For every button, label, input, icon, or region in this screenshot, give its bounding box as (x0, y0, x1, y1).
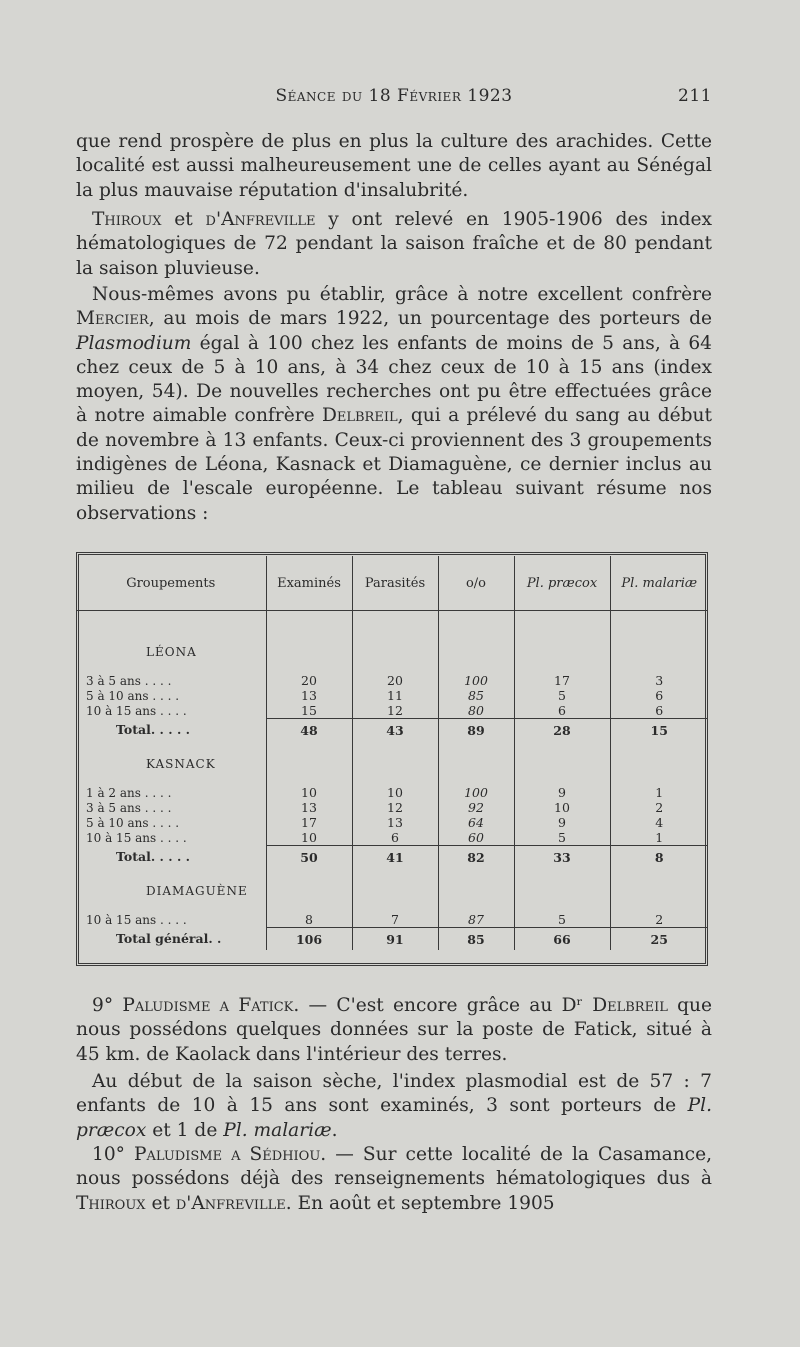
age-range-cell: 10 à 15 ans . . . . (76, 830, 266, 846)
value-cell: 13 (266, 800, 352, 815)
empty-cell (514, 771, 610, 785)
empty-cell (352, 611, 438, 660)
empty-cell (438, 611, 514, 660)
total-value: 106 (266, 928, 352, 951)
empty-cell (352, 659, 438, 673)
page-number: 211 (678, 86, 712, 106)
total-value: 41 (352, 846, 438, 869)
age-range-cell: 5 à 10 ans . . . . (76, 815, 266, 830)
age-range-cell: 5 à 10 ans . . . . (76, 688, 266, 703)
col-header: o/o (438, 556, 514, 611)
value-cell: 9 (514, 815, 610, 830)
group-name: KASNACK (76, 741, 266, 771)
col-header: Pl. malariæ (610, 556, 708, 611)
value-cell: 10 (352, 785, 438, 800)
term-pl-malariae: Pl. malariæ (223, 1119, 332, 1141)
value-cell: 87 (438, 912, 514, 928)
value-cell: 9 (514, 785, 610, 800)
paragraph-3 (76, 283, 712, 526)
table-row (76, 815, 708, 830)
total-value: 15 (610, 719, 708, 742)
spacer-row (76, 659, 708, 673)
term-plasmodium: Plasmodium (76, 332, 192, 354)
total-value: 33 (514, 846, 610, 869)
empty-cell (352, 771, 438, 785)
total-label: Total général. . (76, 928, 266, 951)
value-cell: 92 (438, 800, 514, 815)
total-value: 66 (514, 928, 610, 951)
p3-a: Nous-mêmes avons pu établir, grâce à notre excellent confrère (92, 284, 712, 305)
age-range-cell: 10 à 15 ans . . . . (76, 912, 266, 928)
empty-cell (352, 868, 438, 898)
empty-cell (352, 741, 438, 771)
col-header: Examinés (266, 556, 352, 611)
total-value: 82 (438, 846, 514, 869)
value-cell: 100 (438, 673, 514, 688)
paragraph-4 (76, 994, 712, 1067)
empty-cell (266, 771, 352, 785)
empty-cell (610, 898, 708, 912)
paragraph-5 (76, 1070, 712, 1143)
total-value: 50 (266, 846, 352, 869)
empty-cell (514, 659, 610, 673)
value-cell: 17 (514, 673, 610, 688)
empty-cell (514, 611, 610, 660)
p6-b: . En août et septembre 1905 (285, 1192, 555, 1214)
age-range-cell: 10 à 15 ans . . . . (76, 703, 266, 719)
paragraph-2 (76, 208, 712, 281)
author-delbreil-2: Delbreil (592, 995, 668, 1016)
value-cell: 5 (514, 688, 610, 703)
term-pl-praecox: Pl. præcox (76, 1095, 712, 1141)
empty-cell (438, 659, 514, 673)
value-cell: 20 (352, 673, 438, 688)
value-cell: 85 (438, 688, 514, 703)
table-header-row (76, 556, 708, 611)
value-cell: 7 (352, 912, 438, 928)
total-label: Total. . . . . (76, 719, 266, 742)
value-cell: 10 (514, 800, 610, 815)
p3-d: , qui a prélevé du sang au début de novembre à 13 enfants. Ceux-ci proviennent des 3 groupements indigènes de Léona, Kasnack et Diamaguène, ce dernier inclus au milieu de l'escale européenne. Le tableau suivant résume nos observations : (76, 405, 712, 524)
p5-b: et 1 de (146, 1119, 224, 1141)
empty-cell (76, 898, 266, 912)
empty-cell (514, 868, 610, 898)
value-cell: 8 (266, 912, 352, 928)
value-cell: 10 (266, 830, 352, 846)
table-row (76, 785, 708, 800)
table-row (76, 673, 708, 688)
value-cell: 13 (352, 815, 438, 830)
paragraph-1 (76, 130, 712, 203)
paragraph-6 (76, 1143, 712, 1216)
value-cell: 11 (352, 688, 438, 703)
empty-cell (610, 868, 708, 898)
empty-cell (438, 898, 514, 912)
value-cell: 12 (352, 800, 438, 815)
empty-cell (266, 659, 352, 673)
value-cell: 12 (352, 703, 438, 719)
total-row (76, 719, 708, 742)
empty-cell (610, 741, 708, 771)
value-cell: 64 (438, 815, 514, 830)
author-delbreil: Delbreil (321, 405, 398, 427)
table-row (76, 703, 708, 719)
author-anfreville: d'Anfreville (205, 209, 316, 230)
value-cell: 6 (514, 703, 610, 719)
empty-cell (610, 771, 708, 785)
p3-b: , au mois de mars 1922, un pourcentage des porteurs de (148, 308, 712, 330)
value-cell: 15 (266, 703, 352, 719)
total-row (76, 928, 708, 951)
author-anfreville-2: d'Anfreville (175, 1192, 286, 1214)
p5-a: Au début de la saison sèche, l'index plasmodial est de 57 : 7 enfants de 10 à 15 ans sont examinés, 3 sont porteurs de (76, 1071, 712, 1117)
p2-conj: et (161, 209, 206, 230)
value-cell: 1 (655, 785, 664, 800)
value-cell: 5 (514, 830, 610, 846)
value-cell: 6 (655, 703, 664, 718)
total-value: 91 (352, 928, 438, 951)
value-cell: 80 (438, 703, 514, 719)
p4-a: — C'est encore grâce au Dʳ (299, 995, 593, 1016)
p4-b: que nous possédons quelques données sur la poste de Fatick, situé à 45 km. de Kaolack dans l'intérieur des terres. (76, 995, 712, 1065)
group-header-row (76, 741, 708, 771)
empty-cell (266, 868, 352, 898)
table-row (76, 912, 708, 928)
value-cell: 100 (438, 785, 514, 800)
value-cell: 60 (438, 830, 514, 846)
value-cell: 2 (655, 912, 664, 927)
p5-c: . (331, 1119, 338, 1141)
author-thiroux: Thiroux (92, 209, 162, 230)
value-cell: 1 (655, 830, 664, 845)
group-header-row (76, 868, 708, 898)
value-cell: 3 (655, 673, 664, 688)
value-cell: 2 (655, 800, 664, 815)
total-label: Total. . . . . (76, 846, 266, 869)
spacer-row (76, 771, 708, 785)
table-row (76, 830, 708, 846)
header-title: Séance du 18 Février 1923 (275, 86, 513, 106)
total-value: 28 (514, 719, 610, 742)
total-value: 25 (610, 928, 708, 951)
empty-cell (266, 898, 352, 912)
p6-conj: et (145, 1192, 176, 1214)
group-header-row (76, 611, 708, 660)
section-title-fatick: Paludisme a Fatick. (122, 995, 300, 1016)
empty-cell (352, 898, 438, 912)
col-header: Pl. præcox (514, 556, 610, 611)
total-value: 89 (438, 719, 514, 742)
total-value: 43 (352, 719, 438, 742)
p3-c: égal à 100 chez les enfants de moins de 5 ans, à 64 chez ceux de 5 à 10 ans, à 34 chez ceux de 10 à 15 ans (index moyen, 54). De nouvelles recherches ont pu être effectuées grâce à notre aimable confrère (76, 332, 712, 427)
total-row (76, 846, 708, 869)
group-name: LÉONA (76, 611, 266, 660)
p2-rest: y ont relevé en 1905-1906 des index hématologiques de 72 pendant la saison fraîche et de 80 pendant la saison pluvieuse. (76, 209, 712, 279)
age-range-cell: 3 à 5 ans . . . . (76, 800, 266, 815)
author-mercier: Mercier (76, 308, 149, 330)
spacer-row (76, 898, 708, 912)
empty-cell (438, 868, 514, 898)
total-value: 8 (610, 846, 708, 869)
empty-cell (438, 741, 514, 771)
value-cell: 4 (655, 815, 664, 830)
empty-cell (76, 771, 266, 785)
total-value: 85 (438, 928, 514, 951)
p4-num: 9° (92, 995, 123, 1016)
value-cell: 13 (266, 688, 352, 703)
col-header: Parasités (352, 556, 438, 611)
empty-cell (514, 741, 610, 771)
section-title-sedhiou: Paludisme a Sédhiou. (134, 1144, 327, 1165)
value-cell: 5 (514, 912, 610, 928)
total-value: 48 (266, 719, 352, 742)
value-cell: 20 (266, 673, 352, 688)
observations-table (76, 556, 708, 950)
empty-cell (514, 898, 610, 912)
value-cell: 6 (655, 688, 664, 703)
value-cell: 6 (352, 830, 438, 846)
author-thiroux-2: Thiroux (76, 1192, 146, 1214)
group-name: DIAMAGUÈNE (76, 868, 266, 898)
empty-cell (266, 611, 352, 660)
table-row (76, 688, 708, 703)
age-range-cell: 3 à 5 ans . . . . (76, 673, 266, 688)
p6-a: — Sur cette localité de la Casamance, nous possédons déjà des renseignements hématologiques dus à (76, 1144, 713, 1190)
p6-num: 10° (92, 1144, 135, 1165)
empty-cell (610, 611, 708, 660)
table-row (76, 800, 708, 815)
col-header: Groupements (76, 556, 266, 611)
empty-cell (76, 659, 266, 673)
value-cell: 17 (266, 815, 352, 830)
p1-text: que rend prospère de plus en plus la culture des arachides. Cette localité est aussi malheureusement une de celles ayant au Sénégal la plus mauvaise réputation d'insalubrité. (76, 131, 712, 201)
empty-cell (266, 741, 352, 771)
value-cell: 10 (266, 785, 352, 800)
age-range-cell: 1 à 2 ans . . . . (76, 785, 266, 800)
empty-cell (438, 771, 514, 785)
empty-cell (610, 659, 708, 673)
